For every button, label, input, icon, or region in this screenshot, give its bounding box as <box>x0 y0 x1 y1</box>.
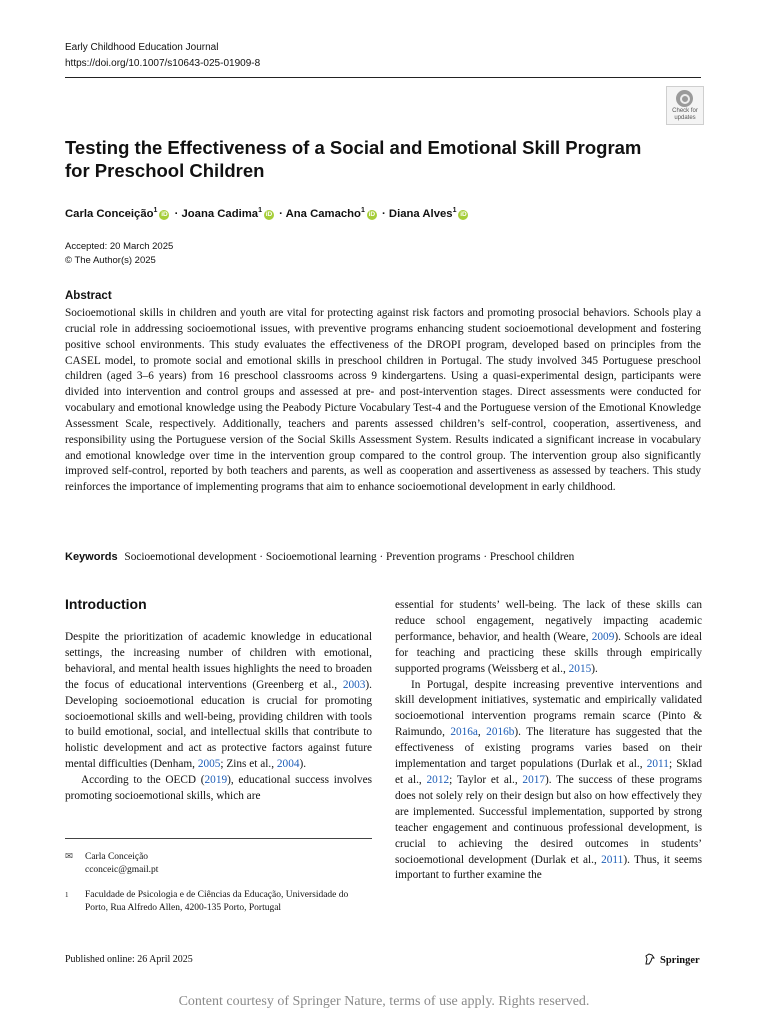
title-line-1: Testing the Effectiveness of a Social and Emotional Skill Program <box>65 137 642 158</box>
citation-link[interactable]: 2011 <box>646 758 669 771</box>
affiliation-number: 1 <box>65 891 69 899</box>
citation-link[interactable]: 2016a <box>450 726 478 739</box>
check-for-updates-icon[interactable] <box>666 86 704 125</box>
envelope-icon: ✉ <box>65 852 73 862</box>
citation-link[interactable]: 2012 <box>426 773 450 786</box>
left-column <box>65 630 372 805</box>
author-name[interactable]: Carla Conceição <box>65 207 154 220</box>
accepted-date: Accepted: 20 March 2025 <box>65 241 174 252</box>
keywords-row <box>65 549 574 565</box>
citation-link[interactable]: 2017 <box>522 773 546 786</box>
footnote-rule <box>65 838 372 839</box>
corresponding-name: Carla Conceição <box>85 852 149 862</box>
orcid-icon[interactable]: iD <box>368 210 376 218</box>
paragraph: In Portugal, despite increasing preventive interventions and skill development initiatives, systematic and empirically validated socioemotional intervention programs remain scarce (Pinto & Raimundo, 2016a, 2016b). The literature has suggested that the effectiveness of existing programs varies based on their implementation and target populations (Durlak et al., 2011; Sklad et al., 2012; Taylor et al., 2017). The success of these programs does not solely rely on their design but also on how effectively they are implemented. Successful implementation, supported by strong teacher engagement and continuous professional development, is crucial to achieving the desired outcomes in students’ socioemotional development (Durlak et al., 2011). Thus, it seems important to further examine the <box>395 678 702 882</box>
introduction-heading: Introduction <box>65 596 147 612</box>
affiliation-text: Faculdade de Psicologia e de Ciências da Educação, Universidade do Porto, Rua Alfredo Allen, 4200-135 Porto, Portugal <box>85 890 349 913</box>
keywords-label: Keywords <box>65 551 118 563</box>
abstract-text: Socioemotional skills in children and youth are vital for protecting against risk factors and promoting prosocial behaviors. Schools play a crucial role in addressing socioemotional issues, with preventive programs enhancing student socioemotional development and fostering positive school environments. This study evaluates the effectiveness of the DROPI program, developed based on principles from the CASEL model, to promote social and emotional skills in preschool children in Portugal. The study involved 345 Portuguese preschool children (aged 3–6 years) from 16 preschool classrooms across 9 kindergartens. Using a quasi-experimental design, participants were divided into intervention and control groups and assessed at pre- and post-intervention stages. Direct assessments were conducted for vocabulary and emotional knowledge using the Peabody Picture Vocabulary Test-4 and the Portuguese version of the Emotional Knowledge Assessment Scale, respectively. Additionally, teachers and parents assessed children’s self-control, cooperation, assertiveness, and responsibility using the Portuguese version of the Social Skills Assessment System. Results indicated a significant increase in vocabulary and emotional knowledge over time in the intervention group compared to the control group. The intervention group also significantly improved self-control, reported by both teachers and parents, as well as cooperation and assertiveness as assessed by teachers. This study reinforces the importance of implementing programs that aim to enhance socioemotional development in early childhood. <box>65 307 701 494</box>
paragraph: Despite the prioritization of academic knowledge in educational settings, the increasing number of children with emotional, behavioral, and mental health issues highlights the need to broaden the focus of educational interventions (Greenberg et al., 2003). Developing socioemotional education is crucial for promoting socioemotional skills and well-being, providing children with tools to build emotional, social, and intellectual skills that contribute to holistic development and act as protective factors against future mental difficulties (Denham, 2005; Zins et al., 2004). <box>65 631 372 771</box>
citation-link[interactable]: 2019 <box>204 774 228 787</box>
citation-link[interactable]: 2015 <box>568 662 592 675</box>
affiliation-note <box>65 889 372 915</box>
keywords-list: Socioemotional development · Socioemotional learning · Prevention programs · Preschool children <box>124 551 575 563</box>
paragraph: According to the OECD (2019), educational success involves promoting socioemotional skills, which are <box>65 774 372 803</box>
citation-link[interactable]: 2011 <box>601 853 624 866</box>
header-rule <box>65 77 701 78</box>
citation-link[interactable]: 2003 <box>342 678 366 691</box>
affiliation-mark: 1 <box>153 207 158 214</box>
publisher-logo <box>644 953 700 966</box>
title-line-2: for Preschool Children <box>65 160 265 181</box>
journal-header <box>65 40 260 72</box>
corresponding-email[interactable]: cconceic@gmail.pt <box>85 865 159 875</box>
article-title <box>65 136 665 182</box>
springer-horse-icon <box>644 953 656 965</box>
orcid-icon[interactable]: iD <box>161 210 168 218</box>
abstract-heading: Abstract <box>65 290 112 302</box>
publisher-name: Springer <box>660 955 700 966</box>
article-dates <box>65 240 173 268</box>
check-label: Check for <box>672 108 698 114</box>
updates-label: updates <box>674 115 696 121</box>
affiliation-mark: 1 <box>360 207 365 214</box>
published-date: Published online: 26 April 2025 <box>65 954 193 965</box>
author-name[interactable]: Diana Alves <box>388 207 453 220</box>
citation-link[interactable]: 2004 <box>276 758 300 771</box>
copyright-notice: © The Author(s) 2025 <box>65 255 156 266</box>
author-name[interactable]: Ana Camacho <box>285 207 361 220</box>
courtesy-notice: Content courtesy of Springer Nature, terms of use apply. Rights reserved. <box>178 994 590 1009</box>
citation-link[interactable]: 2005 <box>197 758 221 771</box>
journal-name: Early Childhood Education Journal <box>65 42 219 53</box>
orcid-icon[interactable]: iD <box>460 210 467 218</box>
affiliation-mark: 1 <box>258 207 262 214</box>
affiliation-mark: 1 <box>452 207 457 214</box>
right-column <box>395 598 702 884</box>
orcid-icon[interactable]: iD <box>265 210 273 218</box>
corresponding-author <box>65 851 158 877</box>
author-list: Carla Conceição$^1$iD · Joana Cadima$^1$iD · Ana Camacho$^1$iD · Diana Alves$^1$iD <box>65 207 467 220</box>
author-name[interactable]: Joana Cadima <box>181 207 259 220</box>
paragraph: essential for students’ well-being. The lack of these skills can reduce school engagement, negatively impacting academic performance, behavior, and health (Weare, 2009). Schools are ideal for teaching and practicing these skills through empirically supported programs (Weissberg et al., 2015). <box>395 599 702 675</box>
doi-link[interactable]: https://doi.org/10.1007/s10643-025-01909-8 <box>65 58 261 69</box>
citation-link[interactable]: 2009 <box>591 630 615 643</box>
citation-link[interactable]: 2016b <box>486 726 515 739</box>
